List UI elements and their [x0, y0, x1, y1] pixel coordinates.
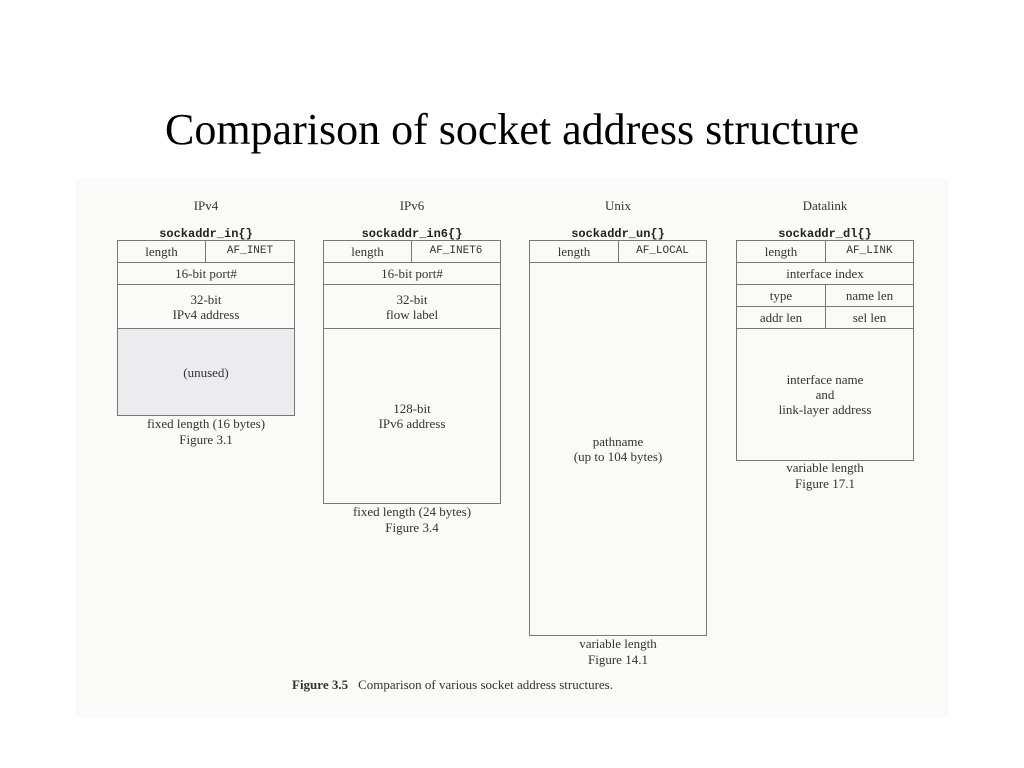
ipv4-caption-figure: Figure 3.1 [179, 432, 233, 447]
figure-caption [292, 677, 613, 693]
slide-title: Comparison of socket address structure [164, 105, 860, 154]
ipv6-address-line1: 128-bit [393, 401, 431, 416]
ipv4-family-cell: AF_INET [205, 240, 295, 263]
ipv6-header: IPv6 [399, 198, 425, 213]
ipv4-caption-length: fixed length (16 bytes) [146, 416, 266, 431]
ipv6-length-cell: length [323, 240, 412, 263]
ipv6-caption-length: fixed length (24 bytes) [352, 504, 472, 519]
ipv4-caption [107, 416, 305, 448]
datalink-sel-len-cell: sel len [825, 306, 914, 329]
datalink-struct-name: sockaddr_dl{} [778, 227, 872, 241]
datalink-caption-figure: Figure 17.1 [795, 476, 855, 491]
unix-length-cell: length [529, 240, 619, 263]
unix-pathname-cell [529, 262, 707, 636]
unix-caption-length: variable length [579, 636, 657, 651]
ipv4-port-cell: 16-bit port# [117, 262, 295, 285]
figure-label: Figure 3.5 [292, 677, 349, 692]
ipv4-address-line2: IPv4 address [172, 306, 240, 322]
unix-caption [519, 636, 717, 668]
unix-header: Unix [605, 198, 631, 213]
datalink-name-line2: and [815, 387, 835, 402]
ipv6-struct-name: sockaddr_in6{} [361, 227, 463, 241]
ipv4-address-cell [117, 284, 295, 329]
datalink-header: Datalink [802, 198, 848, 213]
datalink-name-cell [736, 328, 914, 461]
ipv6-port-cell: 16-bit port# [323, 262, 501, 285]
datalink-index-cell: interface index [736, 262, 914, 285]
ipv6-family-cell: AF_INET6 [411, 240, 501, 263]
ipv6-flow-line1: 32-bit [396, 291, 428, 307]
datalink-caption-length: variable length [786, 460, 864, 475]
ipv6-caption [313, 504, 511, 536]
datalink-caption [726, 460, 924, 492]
datalink-type-cell: type [736, 284, 826, 307]
datalink-name-len-cell: name len [825, 284, 914, 307]
unix-pathname-line1: pathname [592, 434, 644, 449]
datalink-family-cell: AF_LINK [825, 240, 914, 263]
datalink-length-cell: length [736, 240, 826, 263]
datalink-name-line1: interface name [786, 372, 864, 387]
ipv6-caption-figure: Figure 3.4 [385, 520, 439, 535]
ipv6-flow-line2: flow label [385, 306, 439, 322]
ipv4-struct-name: sockaddr_in{} [159, 227, 253, 241]
datalink-addr-len-cell: addr len [736, 306, 826, 329]
unix-family-cell: AF_LOCAL [618, 240, 707, 263]
ipv4-address-line1: 32-bit [190, 291, 222, 307]
ipv6-flow-cell [323, 284, 501, 329]
ipv6-address-line2: IPv6 address [378, 416, 446, 431]
ipv4-header: IPv4 [193, 198, 219, 213]
ipv6-address-cell [323, 328, 501, 504]
datalink-name-line3: link-layer address [778, 402, 872, 417]
unix-struct-name: sockaddr_un{} [571, 227, 665, 241]
unix-caption-figure: Figure 14.1 [588, 652, 648, 667]
ipv4-unused-cell: (unused) [117, 328, 295, 416]
unix-pathname-line2: (up to 104 bytes) [573, 449, 663, 464]
figure-caption-text: Comparison of various socket address structures. [358, 677, 613, 692]
ipv4-length-cell: length [117, 240, 206, 263]
